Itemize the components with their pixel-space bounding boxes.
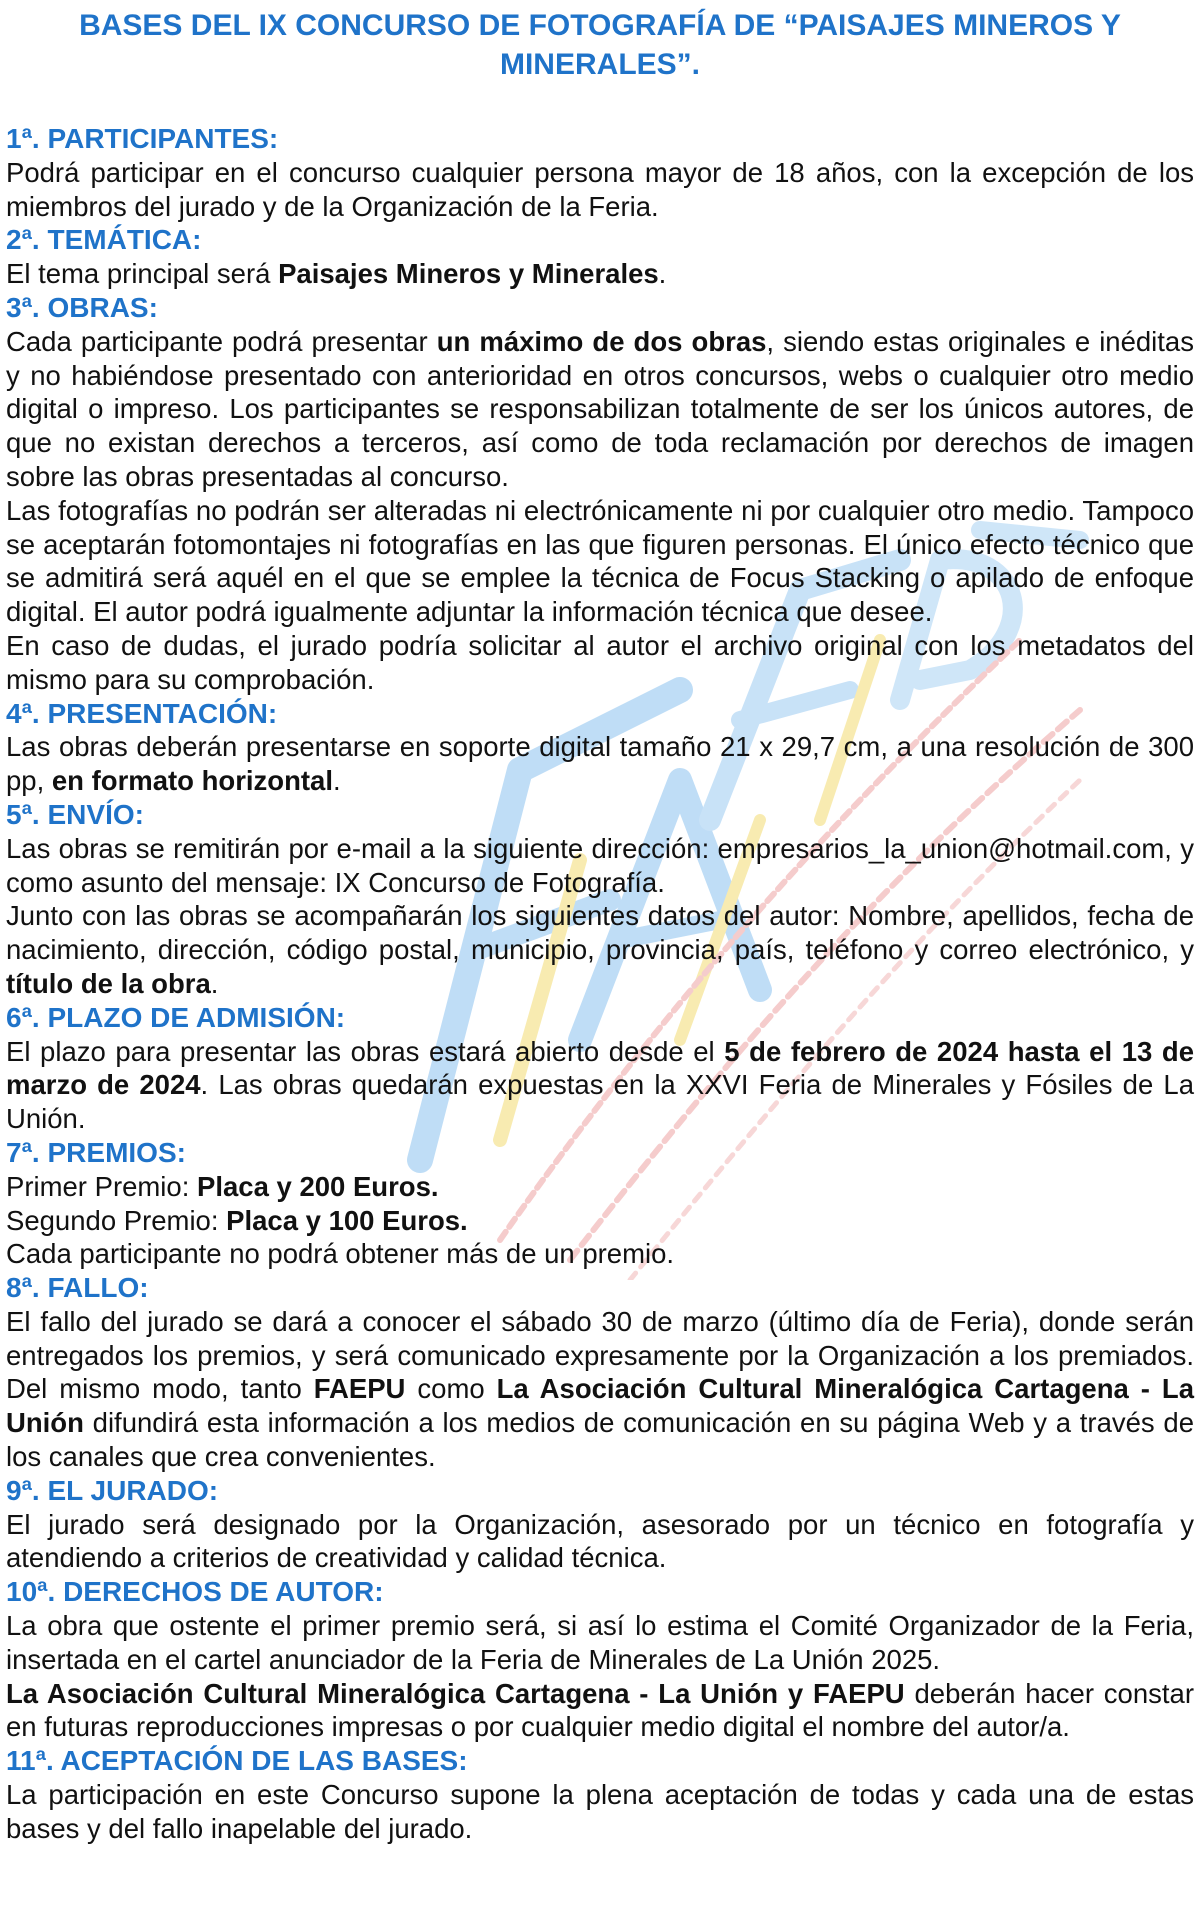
- section-paragraph: [6, 1508, 1194, 1576]
- bold-text: título de la obra: [6, 967, 211, 999]
- paragraph-text: En caso de dudas, el jurado podría solicitar al autor el archivo original con los metadatos del mismo para su comprobación.: [6, 629, 1194, 695]
- section-heading: 3ª. OBRAS:: [6, 291, 158, 323]
- paragraph-text: Segundo Premio:: [6, 1204, 227, 1236]
- section-paragraph: [6, 730, 1194, 798]
- section-paragraph: [6, 1677, 1194, 1745]
- bold-text: La Asociación Cultural Mineralógica Cartagena - La Unión: [6, 1373, 1194, 1439]
- document-content: [6, 6, 1194, 1846]
- bold-text: Placa y 100 Euros.: [226, 1204, 468, 1236]
- bold-text: 5 de febrero de 2024 hasta el 13 de marzo de 2024: [6, 1035, 1194, 1101]
- paragraph-text: Las obras deberán presentarse en soporte digital tamaño 21 x 29,7 cm, a una resolución de 300 pp,: [6, 731, 1194, 797]
- paragraph-text: Las fotografías no podrán ser alteradas ni electrónicamente ni por cualquier otro medio. Tampoco se aceptarán fotomontajes ni fotografías en las que figuren personas. El único efecto técnico que se admitirá será aquél en el que se emplee la técnica de Focus Stacking o apilado de enfoque digital. El autor podrá igualmente adjuntar la información técnica que desee.: [6, 494, 1194, 628]
- paragraph-text: Cada participante no podrá obtener más de un premio.: [6, 1238, 675, 1270]
- paragraph-text: . Las obras quedarán expuestas en la XXVI Feria de Minerales y Fósiles de La Unión.: [6, 1069, 1194, 1135]
- page-title: BASES DEL IX CONCURSO DE FOTOGRAFÍA DE “PAISAJES MINEROS Y MINERALES”.: [79, 9, 1121, 81]
- paragraph-text: como: [405, 1373, 497, 1405]
- paragraph-text: Las obras se remitirán por e-mail a la siguiente dirección: empresarios_la_union@hotmail.com, y como asunto del mensaje: IX Concurso de Fotografía.: [6, 832, 1194, 898]
- section-heading: 2ª. TEMÁTICA:: [6, 224, 202, 256]
- paragraph-text: .: [658, 258, 667, 290]
- section-paragraph: [6, 325, 1194, 494]
- paragraph-text: Cada participante podrá presentar: [6, 325, 437, 357]
- section-heading: 10ª. DERECHOS DE AUTOR:: [6, 1576, 384, 1608]
- section-paragraph: [6, 1035, 1194, 1136]
- section-paragraph: [6, 629, 1194, 697]
- section-paragraph: [6, 1778, 1194, 1846]
- section-heading: 1ª. PARTICIPANTES:: [6, 123, 279, 154]
- sections-list: [6, 122, 1194, 1846]
- paragraph-text: El tema principal será: [6, 258, 279, 290]
- section-paragraph: [6, 494, 1194, 629]
- section-heading: 9ª. EL JURADO:: [6, 1474, 219, 1506]
- section-paragraph: [6, 1170, 1194, 1204]
- section-paragraph: [6, 156, 1194, 224]
- bold-text: en formato horizontal: [51, 765, 333, 797]
- section-paragraph: [6, 257, 1194, 291]
- section-heading: 6ª. PLAZO DE ADMISIÓN:: [6, 1001, 346, 1033]
- paragraph-text: Junto con las obras se acompañarán los siguientes datos del autor: Nombre, apellidos, fecha de nacimiento, dirección, código postal, municipio, provincia, país, teléfono y correo electrónico, y: [6, 900, 1194, 966]
- paragraph-text: difundirá esta información a los medios de comunicación en su página Web y a través de los canales que crea convenientes.: [6, 1407, 1194, 1473]
- section-paragraph: [6, 1609, 1194, 1677]
- section-paragraph: [6, 1204, 1194, 1238]
- section-paragraph: [6, 1237, 1194, 1271]
- paragraph-text: La participación en este Concurso supone la plena aceptación de todas y cada una de estas bases y del fallo inapelable del jurado.: [6, 1779, 1194, 1844]
- bold-text: La Asociación Cultural Mineralógica Cartagena - La Unión y FAEPU: [6, 1677, 905, 1709]
- section-paragraph: [6, 832, 1194, 900]
- paragraph-text: Primer Premio:: [6, 1170, 197, 1202]
- paragraph-text: .: [210, 967, 219, 999]
- section-heading: 5ª. ENVÍO:: [6, 798, 144, 830]
- paragraph-text: deberán hacer constar en futuras reproducciones impresas o por cualquier medio digital el nombre del autor/a.: [6, 1677, 1194, 1743]
- paragraph-text: , siendo estas originales e inéditas y no habiéndose presentado con anterioridad en otros concursos, webs o cualquier otro medio digital o impreso. Los participantes se responsabilizan totalmente de ser los únicos autores, de que no existan derechos a terceros, así como de toda reclamación por derechos de imagen sobre las obras presentadas al concurso.: [6, 325, 1194, 492]
- section-heading: 8ª. FALLO:: [6, 1272, 149, 1304]
- section-heading: 7ª. PREMIOS:: [6, 1136, 186, 1168]
- section-paragraph: [6, 1305, 1194, 1474]
- section-heading: 4ª. PRESENTACIÓN:: [6, 697, 278, 729]
- bold-text: un máximo de dos obras: [436, 325, 767, 357]
- paragraph-text: .: [333, 765, 341, 797]
- paragraph-text: El jurado será designado por la Organización, asesorado por un técnico en fotografía y atendiendo a criterios de creatividad y calidad técnica.: [6, 1508, 1194, 1574]
- bold-text: Paisajes Mineros y Minerales: [278, 258, 659, 290]
- bold-text: Placa y 200 Euros.: [197, 1170, 439, 1202]
- paragraph-text: La obra que ostente el primer premio será, si así lo estima el Comité Organizador de la Feria, insertada en el cartel anunciador de la Feria de Minerales de La Unión 2025.: [6, 1610, 1194, 1675]
- paragraph-text: El plazo para presentar las obras estará abierto desde el: [6, 1035, 725, 1067]
- bold-text: FAEPU: [313, 1373, 406, 1405]
- paragraph-text: El fallo del jurado se dará a conocer el sábado 30 de marzo (último día de Feria), donde serán entregados los premios, y será comunicado expresamente por la Organización a los premiados. Del mismo modo, tanto: [6, 1305, 1194, 1405]
- section-heading: 11ª. ACEPTACIÓN DE LAS BASES:: [6, 1745, 468, 1777]
- section-paragraph: [6, 899, 1194, 1000]
- paragraph-text: Podrá participar en el concurso cualquier persona mayor de 18 años, con la excepción de los miembros del jurado y de la Organización de la Feria.: [6, 156, 1194, 222]
